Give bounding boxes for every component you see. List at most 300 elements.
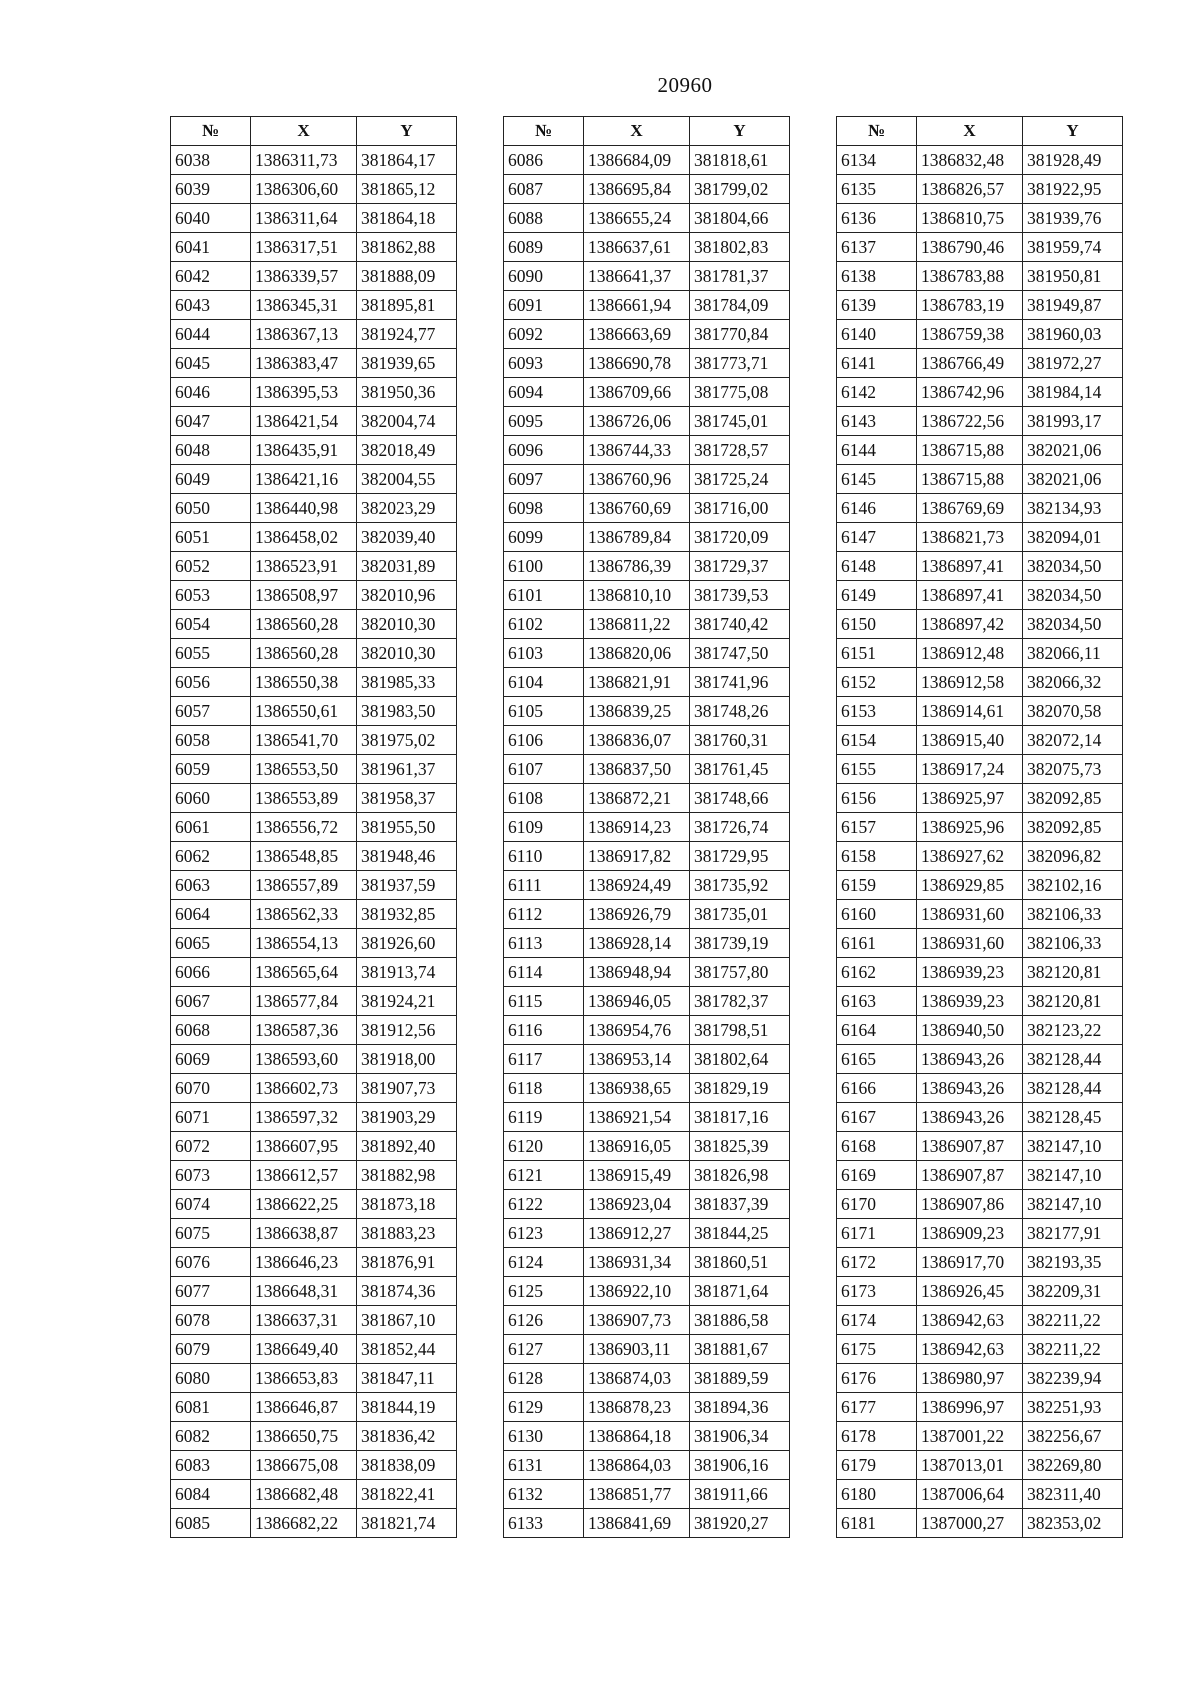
y-coordinate-cell: 382034,50 <box>1023 610 1123 639</box>
table-row <box>504 436 790 465</box>
y-coordinate-cell: 381716,00 <box>690 494 790 523</box>
table-row <box>504 349 790 378</box>
y-coordinate-cell: 382311,40 <box>1023 1480 1123 1509</box>
table-row <box>837 465 1123 494</box>
x-coordinate-cell: 1386996,97 <box>917 1393 1023 1422</box>
y-coordinate-cell: 381865,12 <box>357 175 457 204</box>
coordinate-table-2 <box>503 116 790 1538</box>
y-coordinate-cell: 381822,41 <box>357 1480 457 1509</box>
x-coordinate-cell: 1386553,89 <box>251 784 357 813</box>
table-row <box>504 726 790 755</box>
x-coordinate-cell: 1386939,23 <box>917 987 1023 1016</box>
table-row <box>837 1161 1123 1190</box>
y-coordinate-cell: 381844,19 <box>357 1393 457 1422</box>
x-coordinate-cell: 1386560,28 <box>251 610 357 639</box>
y-coordinate-cell: 382128,45 <box>1023 1103 1123 1132</box>
point-number-cell: 6136 <box>837 204 917 233</box>
point-number-cell: 6062 <box>171 842 251 871</box>
table-row <box>171 726 457 755</box>
x-coordinate-cell: 1386648,31 <box>251 1277 357 1306</box>
y-coordinate-cell: 382021,06 <box>1023 465 1123 494</box>
y-coordinate-cell: 381735,92 <box>690 871 790 900</box>
y-coordinate-cell: 381745,01 <box>690 407 790 436</box>
y-coordinate-cell: 381926,60 <box>357 929 457 958</box>
x-coordinate-cell: 1386646,23 <box>251 1248 357 1277</box>
table-row <box>837 668 1123 697</box>
point-number-cell: 6171 <box>837 1219 917 1248</box>
table-row <box>837 523 1123 552</box>
x-coordinate-cell: 1386912,58 <box>917 668 1023 697</box>
point-number-cell: 6166 <box>837 1074 917 1103</box>
table-row <box>837 204 1123 233</box>
table-row <box>504 1103 790 1132</box>
x-coordinate-cell: 1386915,40 <box>917 726 1023 755</box>
table-row <box>837 1190 1123 1219</box>
point-number-cell: 6054 <box>171 610 251 639</box>
y-coordinate-cell: 381862,88 <box>357 233 457 262</box>
table-row <box>504 1422 790 1451</box>
x-coordinate-cell: 1386383,47 <box>251 349 357 378</box>
table-row <box>837 813 1123 842</box>
y-coordinate-cell: 381983,50 <box>357 697 457 726</box>
table-row <box>504 1480 790 1509</box>
point-number-cell: 6107 <box>504 755 584 784</box>
point-number-cell: 6159 <box>837 871 917 900</box>
table-row <box>504 407 790 436</box>
x-coordinate-cell: 1386931,34 <box>584 1248 690 1277</box>
table-row <box>171 1306 457 1335</box>
table-row <box>171 523 457 552</box>
point-number-cell: 6072 <box>171 1132 251 1161</box>
point-number-cell: 6177 <box>837 1393 917 1422</box>
y-coordinate-cell: 381836,42 <box>357 1422 457 1451</box>
x-coordinate-cell: 1386317,51 <box>251 233 357 262</box>
point-number-cell: 6079 <box>171 1335 251 1364</box>
x-coordinate-cell: 1386836,07 <box>584 726 690 755</box>
table-header-row <box>171 117 457 146</box>
x-coordinate-cell: 1386810,10 <box>584 581 690 610</box>
y-coordinate-cell: 381838,09 <box>357 1451 457 1480</box>
y-coordinate-cell: 382134,93 <box>1023 494 1123 523</box>
y-coordinate-cell: 382018,49 <box>357 436 457 465</box>
table-row <box>504 581 790 610</box>
x-coordinate-cell: 1386931,60 <box>917 929 1023 958</box>
y-coordinate-cell: 381928,49 <box>1023 146 1123 175</box>
table-row <box>171 1364 457 1393</box>
table-header-row <box>504 117 790 146</box>
point-number-cell: 6160 <box>837 900 917 929</box>
point-number-cell: 6131 <box>504 1451 584 1480</box>
table-row <box>504 842 790 871</box>
x-coordinate-cell: 1386943,26 <box>917 1074 1023 1103</box>
table-row <box>171 1277 457 1306</box>
y-coordinate-cell: 381837,39 <box>690 1190 790 1219</box>
x-coordinate-cell: 1386897,41 <box>917 581 1023 610</box>
x-coordinate-cell: 1386925,97 <box>917 784 1023 813</box>
table-row <box>504 1132 790 1161</box>
y-coordinate-cell: 382004,55 <box>357 465 457 494</box>
y-coordinate-cell: 381864,17 <box>357 146 457 175</box>
y-coordinate-cell: 382211,22 <box>1023 1335 1123 1364</box>
x-coordinate-cell: 1386897,42 <box>917 610 1023 639</box>
y-coordinate-cell: 381883,23 <box>357 1219 457 1248</box>
x-coordinate-cell: 1386917,82 <box>584 842 690 871</box>
y-coordinate-cell: 381821,74 <box>357 1509 457 1538</box>
point-number-cell: 6056 <box>171 668 251 697</box>
y-coordinate-cell: 381817,16 <box>690 1103 790 1132</box>
x-coordinate-cell: 1386912,27 <box>584 1219 690 1248</box>
x-coordinate-cell: 1386943,26 <box>917 1045 1023 1074</box>
table-row <box>837 1509 1123 1538</box>
point-number-cell: 6055 <box>171 639 251 668</box>
point-number-cell: 6108 <box>504 784 584 813</box>
y-coordinate-cell: 382251,93 <box>1023 1393 1123 1422</box>
column-header-number: № <box>837 117 917 146</box>
y-coordinate-cell: 382128,44 <box>1023 1074 1123 1103</box>
table-row <box>171 842 457 871</box>
y-coordinate-cell: 381886,58 <box>690 1306 790 1335</box>
x-coordinate-cell: 1386929,85 <box>917 871 1023 900</box>
x-coordinate-cell: 1386909,23 <box>917 1219 1023 1248</box>
point-number-cell: 6084 <box>171 1480 251 1509</box>
table-row <box>837 494 1123 523</box>
table-row <box>837 871 1123 900</box>
y-coordinate-cell: 381726,74 <box>690 813 790 842</box>
x-coordinate-cell: 1386577,84 <box>251 987 357 1016</box>
y-coordinate-cell: 382034,50 <box>1023 552 1123 581</box>
point-number-cell: 6173 <box>837 1277 917 1306</box>
y-coordinate-cell: 382021,06 <box>1023 436 1123 465</box>
table-row <box>837 1451 1123 1480</box>
x-coordinate-cell: 1386907,87 <box>917 1161 1023 1190</box>
point-number-cell: 6091 <box>504 291 584 320</box>
x-coordinate-cell: 1386783,19 <box>917 291 1023 320</box>
y-coordinate-cell: 381907,73 <box>357 1074 457 1103</box>
point-number-cell: 6101 <box>504 581 584 610</box>
point-number-cell: 6133 <box>504 1509 584 1538</box>
y-coordinate-cell: 382120,81 <box>1023 987 1123 1016</box>
y-coordinate-cell: 381781,37 <box>690 262 790 291</box>
x-coordinate-cell: 1386675,08 <box>251 1451 357 1480</box>
x-coordinate-cell: 1386907,73 <box>584 1306 690 1335</box>
point-number-cell: 6053 <box>171 581 251 610</box>
point-number-cell: 6155 <box>837 755 917 784</box>
point-number-cell: 6175 <box>837 1335 917 1364</box>
table-row <box>504 494 790 523</box>
y-coordinate-cell: 381924,77 <box>357 320 457 349</box>
table-row <box>504 552 790 581</box>
table-row <box>504 958 790 987</box>
y-coordinate-cell: 381894,36 <box>690 1393 790 1422</box>
x-coordinate-cell: 1386839,25 <box>584 697 690 726</box>
point-number-cell: 6041 <box>171 233 251 262</box>
table-row <box>171 1248 457 1277</box>
y-coordinate-cell: 381847,11 <box>357 1364 457 1393</box>
point-number-cell: 6162 <box>837 958 917 987</box>
x-coordinate-cell: 1386841,69 <box>584 1509 690 1538</box>
y-coordinate-cell: 381955,50 <box>357 813 457 842</box>
y-coordinate-cell: 382034,50 <box>1023 581 1123 610</box>
table-row <box>837 726 1123 755</box>
point-number-cell: 6147 <box>837 523 917 552</box>
y-coordinate-cell: 382094,01 <box>1023 523 1123 552</box>
y-coordinate-cell: 382072,14 <box>1023 726 1123 755</box>
point-number-cell: 6150 <box>837 610 917 639</box>
y-coordinate-cell: 381888,09 <box>357 262 457 291</box>
y-coordinate-cell: 381958,37 <box>357 784 457 813</box>
y-coordinate-cell: 381876,91 <box>357 1248 457 1277</box>
table-row <box>171 900 457 929</box>
x-coordinate-cell: 1386560,28 <box>251 639 357 668</box>
table-row <box>504 523 790 552</box>
point-number-cell: 6102 <box>504 610 584 639</box>
y-coordinate-cell: 382092,85 <box>1023 813 1123 842</box>
x-coordinate-cell: 1387006,64 <box>917 1480 1023 1509</box>
table-row <box>504 1190 790 1219</box>
x-coordinate-cell: 1386923,04 <box>584 1190 690 1219</box>
x-coordinate-cell: 1386786,39 <box>584 552 690 581</box>
x-coordinate-cell: 1386928,14 <box>584 929 690 958</box>
y-coordinate-cell: 381975,02 <box>357 726 457 755</box>
point-number-cell: 6087 <box>504 175 584 204</box>
x-coordinate-cell: 1386939,23 <box>917 958 1023 987</box>
x-coordinate-cell: 1386311,64 <box>251 204 357 233</box>
point-number-cell: 6126 <box>504 1306 584 1335</box>
table-row <box>504 1045 790 1074</box>
point-number-cell: 6135 <box>837 175 917 204</box>
x-coordinate-cell: 1386769,69 <box>917 494 1023 523</box>
x-coordinate-cell: 1386367,13 <box>251 320 357 349</box>
x-coordinate-cell: 1386980,97 <box>917 1364 1023 1393</box>
table-row <box>837 1277 1123 1306</box>
y-coordinate-cell: 381882,98 <box>357 1161 457 1190</box>
x-coordinate-cell: 1386921,54 <box>584 1103 690 1132</box>
table-row <box>171 436 457 465</box>
table-row <box>504 1277 790 1306</box>
point-number-cell: 6071 <box>171 1103 251 1132</box>
point-number-cell: 6151 <box>837 639 917 668</box>
y-coordinate-cell: 381906,34 <box>690 1422 790 1451</box>
point-number-cell: 6082 <box>171 1422 251 1451</box>
y-coordinate-cell: 381948,46 <box>357 842 457 871</box>
x-coordinate-cell: 1386864,18 <box>584 1422 690 1451</box>
y-coordinate-cell: 381881,67 <box>690 1335 790 1364</box>
x-coordinate-cell: 1386339,57 <box>251 262 357 291</box>
y-coordinate-cell: 381950,81 <box>1023 262 1123 291</box>
column-header-number: № <box>504 117 584 146</box>
x-coordinate-cell: 1386311,73 <box>251 146 357 175</box>
point-number-cell: 6070 <box>171 1074 251 1103</box>
x-coordinate-cell: 1386915,49 <box>584 1161 690 1190</box>
table-row <box>837 407 1123 436</box>
x-coordinate-cell: 1386641,37 <box>584 262 690 291</box>
table-row <box>504 465 790 494</box>
x-coordinate-cell: 1386649,40 <box>251 1335 357 1364</box>
x-coordinate-cell: 1387013,01 <box>917 1451 1023 1480</box>
point-number-cell: 6117 <box>504 1045 584 1074</box>
point-number-cell: 6067 <box>171 987 251 1016</box>
x-coordinate-cell: 1386948,94 <box>584 958 690 987</box>
x-coordinate-cell: 1386790,46 <box>917 233 1023 262</box>
x-coordinate-cell: 1386811,22 <box>584 610 690 639</box>
x-coordinate-cell: 1386783,88 <box>917 262 1023 291</box>
point-number-cell: 6089 <box>504 233 584 262</box>
table-row <box>171 697 457 726</box>
y-coordinate-cell: 381761,45 <box>690 755 790 784</box>
table-row <box>171 987 457 1016</box>
table-row <box>171 175 457 204</box>
table-row <box>504 1161 790 1190</box>
y-coordinate-cell: 382193,35 <box>1023 1248 1123 1277</box>
x-coordinate-cell: 1386508,97 <box>251 581 357 610</box>
y-coordinate-cell: 381804,66 <box>690 204 790 233</box>
y-coordinate-cell: 381906,16 <box>690 1451 790 1480</box>
x-coordinate-cell: 1386954,76 <box>584 1016 690 1045</box>
point-number-cell: 6065 <box>171 929 251 958</box>
point-number-cell: 6180 <box>837 1480 917 1509</box>
x-coordinate-cell: 1386925,96 <box>917 813 1023 842</box>
point-number-cell: 6158 <box>837 842 917 871</box>
y-coordinate-cell: 381852,44 <box>357 1335 457 1364</box>
table-header-row <box>837 117 1123 146</box>
table-row <box>837 958 1123 987</box>
x-coordinate-cell: 1386637,61 <box>584 233 690 262</box>
point-number-cell: 6047 <box>171 407 251 436</box>
table-row <box>504 871 790 900</box>
point-number-cell: 6104 <box>504 668 584 697</box>
table-row <box>837 842 1123 871</box>
y-coordinate-cell: 381984,14 <box>1023 378 1123 407</box>
y-coordinate-cell: 381775,08 <box>690 378 790 407</box>
x-coordinate-cell: 1386557,89 <box>251 871 357 900</box>
y-coordinate-cell: 382039,40 <box>357 523 457 552</box>
y-coordinate-cell: 381802,83 <box>690 233 790 262</box>
table-row <box>171 1509 457 1538</box>
page-number: 20960 <box>657 73 713 97</box>
point-number-cell: 6040 <box>171 204 251 233</box>
y-coordinate-cell: 381874,36 <box>357 1277 457 1306</box>
point-number-cell: 6114 <box>504 958 584 987</box>
x-coordinate-cell: 1386820,06 <box>584 639 690 668</box>
y-coordinate-cell: 381773,71 <box>690 349 790 378</box>
point-number-cell: 6119 <box>504 1103 584 1132</box>
point-number-cell: 6081 <box>171 1393 251 1422</box>
point-number-cell: 6075 <box>171 1219 251 1248</box>
x-coordinate-cell: 1386874,03 <box>584 1364 690 1393</box>
x-coordinate-cell: 1386726,06 <box>584 407 690 436</box>
table-row <box>504 233 790 262</box>
table-row <box>504 378 790 407</box>
point-number-cell: 6139 <box>837 291 917 320</box>
table-row <box>171 233 457 262</box>
table-row <box>837 1306 1123 1335</box>
y-coordinate-cell: 381871,64 <box>690 1277 790 1306</box>
y-coordinate-cell: 381873,18 <box>357 1190 457 1219</box>
y-coordinate-cell: 381784,09 <box>690 291 790 320</box>
table-row <box>837 755 1123 784</box>
coordinate-table-3 <box>836 116 1123 1538</box>
point-number-cell: 6121 <box>504 1161 584 1190</box>
table-row <box>171 1045 457 1074</box>
y-coordinate-cell: 382031,89 <box>357 552 457 581</box>
table-row <box>837 1103 1123 1132</box>
point-number-cell: 6157 <box>837 813 917 842</box>
x-coordinate-cell: 1386821,73 <box>917 523 1023 552</box>
point-number-cell: 6125 <box>504 1277 584 1306</box>
table-row <box>504 1509 790 1538</box>
y-coordinate-cell: 381735,01 <box>690 900 790 929</box>
y-coordinate-cell: 381960,03 <box>1023 320 1123 349</box>
x-coordinate-cell: 1386695,84 <box>584 175 690 204</box>
point-number-cell: 6148 <box>837 552 917 581</box>
point-number-cell: 6077 <box>171 1277 251 1306</box>
y-coordinate-cell: 382120,81 <box>1023 958 1123 987</box>
table-row <box>171 1190 457 1219</box>
x-coordinate-cell: 1386690,78 <box>584 349 690 378</box>
y-coordinate-cell: 381895,81 <box>357 291 457 320</box>
table-row <box>837 1335 1123 1364</box>
y-coordinate-cell: 381912,56 <box>357 1016 457 1045</box>
table-row <box>837 1219 1123 1248</box>
point-number-cell: 6044 <box>171 320 251 349</box>
y-coordinate-cell: 381860,51 <box>690 1248 790 1277</box>
x-coordinate-cell: 1386622,25 <box>251 1190 357 1219</box>
table-row <box>171 291 457 320</box>
y-coordinate-cell: 382070,58 <box>1023 697 1123 726</box>
column-header-y: Y <box>1023 117 1123 146</box>
table-row <box>171 784 457 813</box>
y-coordinate-cell: 382128,44 <box>1023 1045 1123 1074</box>
point-number-cell: 6085 <box>171 1509 251 1538</box>
table-row <box>504 1335 790 1364</box>
table-row <box>504 813 790 842</box>
x-coordinate-cell: 1386826,57 <box>917 175 1023 204</box>
table-row <box>171 610 457 639</box>
x-coordinate-cell: 1386912,48 <box>917 639 1023 668</box>
table-row <box>504 1219 790 1248</box>
point-number-cell: 6156 <box>837 784 917 813</box>
y-coordinate-cell: 381961,37 <box>357 755 457 784</box>
y-coordinate-cell: 381864,18 <box>357 204 457 233</box>
table-row <box>504 639 790 668</box>
x-coordinate-cell: 1386602,73 <box>251 1074 357 1103</box>
y-coordinate-cell: 382010,30 <box>357 639 457 668</box>
point-number-cell: 6181 <box>837 1509 917 1538</box>
x-coordinate-cell: 1386916,05 <box>584 1132 690 1161</box>
table-row <box>171 929 457 958</box>
x-coordinate-cell: 1386744,33 <box>584 436 690 465</box>
y-coordinate-cell: 381747,50 <box>690 639 790 668</box>
x-coordinate-cell: 1386946,05 <box>584 987 690 1016</box>
y-coordinate-cell: 381932,85 <box>357 900 457 929</box>
y-coordinate-cell: 381782,37 <box>690 987 790 1016</box>
y-coordinate-cell: 381985,33 <box>357 668 457 697</box>
x-coordinate-cell: 1386458,02 <box>251 523 357 552</box>
table-row <box>171 813 457 842</box>
point-number-cell: 6111 <box>504 871 584 900</box>
table-row <box>837 175 1123 204</box>
table-row <box>837 639 1123 668</box>
y-coordinate-cell: 381922,95 <box>1023 175 1123 204</box>
x-coordinate-cell: 1386922,10 <box>584 1277 690 1306</box>
y-coordinate-cell: 381760,31 <box>690 726 790 755</box>
table-row <box>837 146 1123 175</box>
x-coordinate-cell: 1386766,49 <box>917 349 1023 378</box>
x-coordinate-cell: 1386684,09 <box>584 146 690 175</box>
x-coordinate-cell: 1386759,38 <box>917 320 1023 349</box>
y-coordinate-cell: 382023,29 <box>357 494 457 523</box>
y-coordinate-cell: 382010,96 <box>357 581 457 610</box>
